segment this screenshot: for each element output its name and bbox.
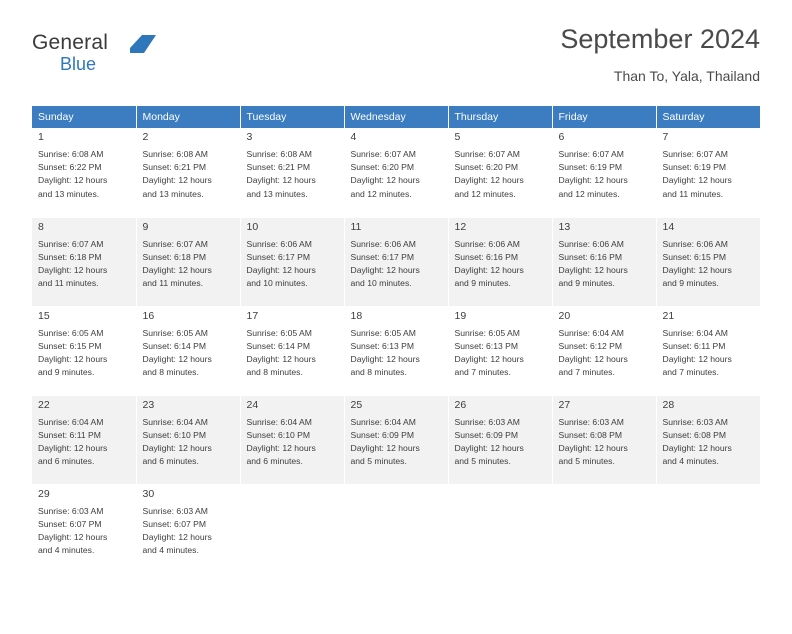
sunrise-text: Sunrise: 6:05 AM [350,327,416,338]
calendar-week-row [32,217,760,306]
daylight-text-line2: and 4 minutes. [38,545,95,556]
day-info [143,505,234,558]
day-number: 24 [246,398,259,411]
sunrise-text: Sunrise: 6:03 AM [454,416,520,427]
weekday-header-monday: Monday [136,106,240,128]
flag-icon [128,34,158,54]
title-block [560,22,760,87]
day-cell-empty [656,484,760,573]
day-info [559,148,650,201]
sunset-text: Sunset: 6:17 PM [350,251,415,262]
day-cell [136,484,240,573]
day-info [559,238,650,291]
sunset-text: Sunset: 6:11 PM [38,429,101,440]
sunset-text: Sunset: 6:08 PM [558,429,623,440]
sunrise-text: Sunrise: 6:04 AM [558,327,624,338]
daylight-text-line2: and 7 minutes. [662,367,719,378]
daylight-text-line1: Daylight: 12 hours [454,353,524,364]
day-info [559,327,650,380]
day-info [351,148,442,201]
sunrise-text: Sunrise: 6:07 AM [350,149,416,159]
day-cell [344,395,448,484]
day-cell [32,217,136,306]
sunrise-text: Sunrise: 6:07 AM [558,149,624,159]
daylight-text-line1: Daylight: 12 hours [142,353,212,364]
daylight-text-line2: and 6 minutes. [246,456,303,467]
sunset-text: Sunset: 6:15 PM [662,251,727,262]
daylight-text-line1: Daylight: 12 hours [454,264,524,275]
daylight-text-line2: and 8 minutes. [142,367,199,378]
daylight-text-line2: and 12 minutes. [454,188,516,199]
day-number: 10 [246,220,259,233]
daylight-text-line2: and 5 minutes. [454,456,511,467]
sunrise-text: Sunrise: 6:08 AM [38,149,104,159]
day-cell-empty [344,484,448,573]
day-number: 25 [350,398,363,411]
weekday-header-sunday: Sunday [32,106,136,128]
sunrise-text: Sunrise: 6:04 AM [142,416,208,427]
day-number: 22 [38,398,50,411]
sunset-text: Sunset: 6:10 PM [246,429,311,440]
daylight-text-line1: Daylight: 12 hours [558,175,628,186]
day-cell [136,306,240,395]
day-info [559,416,650,469]
day-info [663,238,755,291]
day-cell [656,128,760,217]
day-number: 29 [38,487,50,500]
sunset-text: Sunset: 6:09 PM [350,429,415,440]
daylight-text-line1: Daylight: 12 hours [38,264,108,275]
day-info [143,148,234,201]
day-number: 14 [662,220,675,233]
sunrise-sunset-calendar [32,106,760,574]
sunset-text: Sunset: 6:08 PM [662,429,727,440]
day-info [247,416,338,469]
daylight-text-line2: and 4 minutes. [662,456,719,467]
day-info [143,327,234,380]
calendar-week-row [32,306,760,395]
daylight-text-line1: Daylight: 12 hours [558,264,628,275]
calendar-week-row [32,395,760,484]
daylight-text-line1: Daylight: 12 hours [350,264,420,275]
daylight-text-line1: Daylight: 12 hours [662,353,732,364]
sunrise-text: Sunrise: 6:07 AM [38,238,104,249]
sunset-text: Sunset: 6:21 PM [246,162,311,173]
calendar-week-row [32,484,760,573]
day-info [351,416,442,469]
day-number: 30 [142,487,155,500]
sunrise-text: Sunrise: 6:08 AM [246,149,312,159]
daylight-text-line1: Daylight: 12 hours [142,264,212,275]
day-cell [32,484,136,573]
day-info [455,238,546,291]
day-info [351,238,442,291]
daylight-text-line2: and 12 minutes. [558,188,620,199]
daylight-text-line2: and 13 minutes. [246,188,308,199]
weekday-header-saturday: Saturday [656,106,760,128]
day-cell [136,217,240,306]
day-info [455,416,546,469]
daylight-text-line2: and 11 minutes. [38,278,99,289]
sunset-text: Sunset: 6:16 PM [558,251,623,262]
sunrise-text: Sunrise: 6:06 AM [246,238,312,249]
day-number: 4 [350,131,357,143]
day-info [663,148,755,201]
daylight-text-line2: and 9 minutes. [38,367,95,378]
sunset-text: Sunset: 6:15 PM [38,340,102,351]
daylight-text-line1: Daylight: 12 hours [558,442,628,453]
daylight-text-line2: and 13 minutes. [38,188,100,199]
daylight-text-line1: Daylight: 12 hours [350,353,420,364]
day-cell [240,395,344,484]
daylight-text-line1: Daylight: 12 hours [38,175,108,186]
sunset-text: Sunset: 6:19 PM [662,162,727,173]
daylight-text-line2: and 9 minutes. [454,278,511,289]
day-cell [32,306,136,395]
day-number: 6 [558,131,565,143]
day-cell [136,395,240,484]
daylight-text-line2: and 9 minutes. [662,278,719,289]
daylight-text-line2: and 10 minutes. [350,278,412,289]
daylight-text-line2: and 9 minutes. [558,278,615,289]
sunrise-text: Sunrise: 6:06 AM [662,238,728,249]
calendar-header-row [32,106,760,128]
day-cell [552,217,656,306]
daylight-text-line1: Daylight: 12 hours [246,353,316,364]
sunset-text: Sunset: 6:20 PM [454,162,519,173]
sunrise-text: Sunrise: 6:03 AM [662,416,728,427]
sunrise-text: Sunrise: 6:04 AM [38,416,104,427]
logo-text-blue: Blue [60,54,97,74]
daylight-text-line2: and 8 minutes. [350,367,407,378]
day-cell [552,395,656,484]
sunset-text: Sunset: 6:10 PM [142,429,207,440]
daylight-text-line1: Daylight: 12 hours [662,442,732,453]
day-number: 11 [350,220,362,233]
day-info [351,327,442,380]
sunrise-text: Sunrise: 6:06 AM [454,238,520,249]
day-number: 27 [558,398,571,411]
daylight-text-line1: Daylight: 12 hours [350,175,420,186]
day-cell [656,306,760,395]
day-number: 28 [662,398,675,411]
day-number: 18 [350,309,363,322]
daylight-text-line1: Daylight: 12 hours [246,175,316,186]
sunset-text: Sunset: 6:11 PM [662,340,726,351]
day-cell [32,128,136,217]
sunset-text: Sunset: 6:22 PM [38,162,102,173]
day-cell [240,128,344,217]
day-number: 21 [662,309,675,322]
day-info [247,148,338,201]
day-cell [656,395,760,484]
weekday-header-tuesday: Tuesday [240,106,344,128]
daylight-text-line1: Daylight: 12 hours [454,175,524,186]
sunrise-text: Sunrise: 6:03 AM [142,505,208,516]
day-number: 9 [142,220,149,233]
day-number: 19 [454,309,467,322]
day-cell [448,306,552,395]
day-number: 13 [558,220,571,233]
day-cell [344,128,448,217]
sunrise-text: Sunrise: 6:06 AM [558,238,624,249]
sunrise-text: Sunrise: 6:04 AM [350,416,416,427]
sunset-text: Sunset: 6:12 PM [558,340,623,351]
day-info [38,327,130,380]
day-cell-empty [240,484,344,573]
day-number: 8 [38,220,44,233]
sunrise-text: Sunrise: 6:05 AM [246,327,312,338]
sunset-text: Sunset: 6:16 PM [454,251,519,262]
day-info [38,505,130,558]
sunset-text: Sunset: 6:09 PM [454,429,519,440]
daylight-text-line1: Daylight: 12 hours [38,531,108,542]
daylight-text-line2: and 13 minutes. [142,188,204,199]
day-number: 15 [38,309,50,322]
daylight-text-line1: Daylight: 12 hours [558,353,628,364]
sunset-text: Sunset: 6:14 PM [246,340,311,351]
day-cell [32,395,136,484]
day-info [663,416,755,469]
day-info [247,327,338,380]
day-info [455,148,546,201]
day-info [38,148,130,201]
daylight-text-line1: Daylight: 12 hours [454,442,524,453]
day-info [455,327,546,380]
day-cell [656,217,760,306]
location-subtitle: Than To, Yala, Thailand [613,68,760,84]
day-info [143,238,234,291]
day-number: 23 [142,398,155,411]
sunrise-text: Sunrise: 6:04 AM [246,416,312,427]
daylight-text-line1: Daylight: 12 hours [662,264,732,275]
weekday-header-friday: Friday [552,106,656,128]
sunset-text: Sunset: 6:20 PM [350,162,415,173]
sunrise-text: Sunrise: 6:05 AM [454,327,520,338]
weekday-header-wednesday: Wednesday [344,106,448,128]
sunset-text: Sunset: 6:17 PM [246,251,311,262]
sunrise-text: Sunrise: 6:08 AM [142,149,208,159]
day-cell [344,217,448,306]
sunrise-text: Sunrise: 6:06 AM [350,238,416,249]
page-header [32,22,760,94]
day-number: 7 [662,131,669,143]
day-cell [240,217,344,306]
sunrise-text: Sunrise: 6:03 AM [558,416,624,427]
day-number: 3 [246,131,253,143]
sunset-text: Sunset: 6:14 PM [142,340,207,351]
day-number: 16 [142,309,155,322]
general-blue-logo [32,32,192,84]
daylight-text-line1: Daylight: 12 hours [38,442,108,453]
day-cell [448,395,552,484]
daylight-text-line2: and 10 minutes. [246,278,308,289]
day-info [143,416,234,469]
daylight-text-line2: and 6 minutes. [38,456,95,467]
day-cell [136,128,240,217]
sunrise-text: Sunrise: 6:04 AM [662,327,728,338]
sunset-text: Sunset: 6:18 PM [142,251,207,262]
day-info [38,238,130,291]
daylight-text-line1: Daylight: 12 hours [38,353,108,364]
daylight-text-line2: and 6 minutes. [142,456,199,467]
sunrise-text: Sunrise: 6:03 AM [38,505,104,516]
page-title: September 2024 [560,24,760,54]
sunrise-text: Sunrise: 6:07 AM [662,149,728,159]
daylight-text-line2: and 7 minutes. [454,367,511,378]
daylight-text-line2: and 11 minutes. [142,278,204,289]
day-number: 12 [454,220,467,233]
day-number: 2 [142,131,149,143]
daylight-text-line2: and 7 minutes. [558,367,615,378]
day-number: 26 [454,398,467,411]
sunset-text: Sunset: 6:13 PM [350,340,415,351]
day-info [247,238,338,291]
day-cell [240,306,344,395]
sunrise-text: Sunrise: 6:05 AM [38,327,104,338]
day-cell [552,128,656,217]
day-cell [448,128,552,217]
daylight-text-line1: Daylight: 12 hours [662,175,732,186]
daylight-text-line1: Daylight: 12 hours [246,442,316,453]
daylight-text-line1: Daylight: 12 hours [350,442,420,453]
daylight-text-line1: Daylight: 12 hours [246,264,316,275]
sunset-text: Sunset: 6:13 PM [454,340,519,351]
day-number: 1 [38,131,44,143]
sunset-text: Sunset: 6:18 PM [38,251,102,262]
daylight-text-line2: and 8 minutes. [246,367,303,378]
daylight-text-line2: and 4 minutes. [142,545,199,556]
day-number: 20 [558,309,571,322]
day-number: 5 [454,131,461,143]
day-cell [344,306,448,395]
sunset-text: Sunset: 6:07 PM [142,518,207,529]
daylight-text-line2: and 5 minutes. [558,456,615,467]
day-cell [448,217,552,306]
weekday-header-thursday: Thursday [448,106,552,128]
day-cell-empty [552,484,656,573]
logo-text-general: General [32,31,109,54]
day-cell-empty [448,484,552,573]
calendar-page [0,22,792,634]
daylight-text-line2: and 12 minutes. [350,188,412,199]
day-info [663,327,755,380]
daylight-text-line1: Daylight: 12 hours [142,442,212,453]
sunset-text: Sunset: 6:19 PM [558,162,623,173]
sunrise-text: Sunrise: 6:05 AM [142,327,208,338]
daylight-text-line1: Daylight: 12 hours [142,531,212,542]
sunrise-text: Sunrise: 6:07 AM [142,238,208,249]
calendar-week-row [32,128,760,217]
day-cell [552,306,656,395]
day-number: 17 [246,309,259,322]
daylight-text-line2: and 5 minutes. [350,456,407,467]
sunset-text: Sunset: 6:21 PM [142,162,207,173]
daylight-text-line1: Daylight: 12 hours [142,175,212,186]
sunrise-text: Sunrise: 6:07 AM [454,149,520,159]
daylight-text-line2: and 11 minutes. [662,188,724,199]
sunset-text: Sunset: 6:07 PM [38,518,102,529]
day-info [38,416,130,469]
